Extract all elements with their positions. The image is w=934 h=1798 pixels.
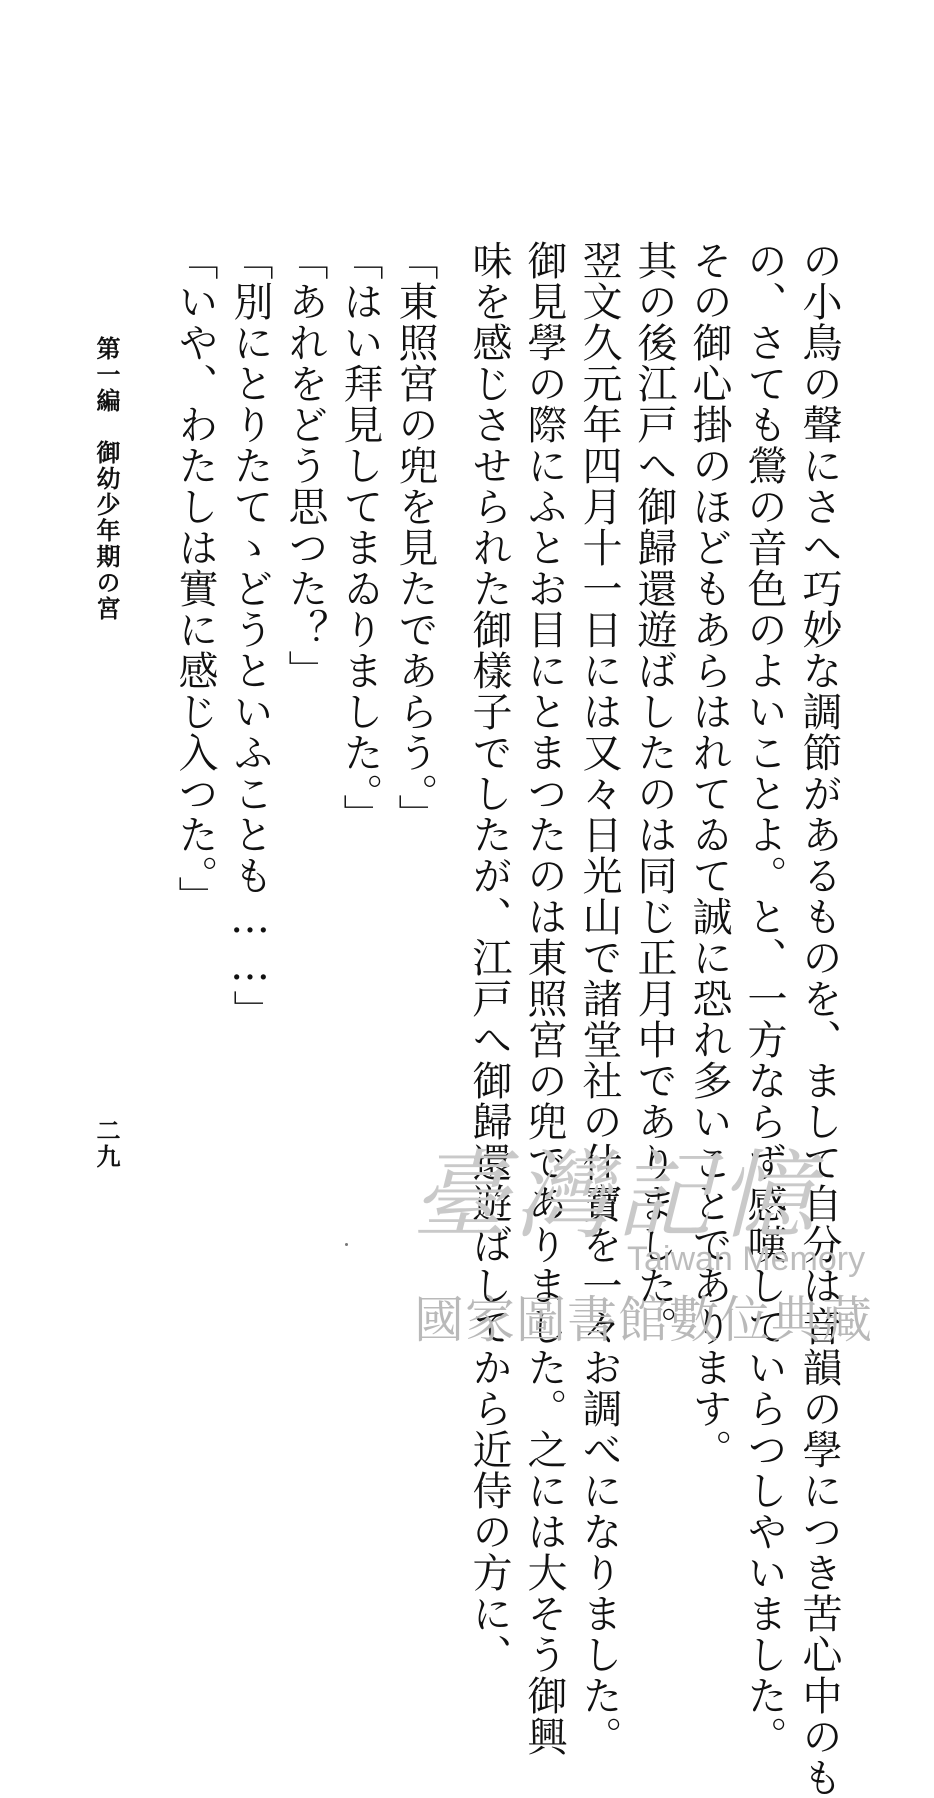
speck [345, 1243, 348, 1246]
text-line-4: 其の後江戸へ御歸還遊ばしたのは同じ正月中でありました。 [631, 240, 677, 1347]
watermark-english: Taiwan Memory [627, 1240, 866, 1278]
text-line-1: の小鳥の聲にさへ巧妙な調節があるものを、まして自分は音韻の學につき苦心中のも [796, 240, 842, 1798]
page-number: 二九 [92, 1118, 121, 1170]
running-head: 第一編 御幼少年期の宮 [92, 336, 121, 622]
text-line-11: 「別にとりたてゝどうといふことも……」 [227, 240, 273, 1031]
watermark-title: 臺灣記憶 [412, 1140, 820, 1252]
text-line-12: 「いや、わたしは實に感じ入つた。」 [172, 240, 218, 917]
text-line-5: 翌文久元年四月十一日には又々日光山で諸堂社の什寶を一々お調べになりました。 [576, 240, 622, 1757]
text-line-3: その御心掛のほどもあらはれてゐて誠に恐れ多いことであります。 [686, 240, 732, 1470]
text-line-10: 「あれをどう思つた？」 [282, 240, 328, 691]
text-line-6: 御見學の際にふとお目にとまつたのは東照宮の兜でありました。之には大そう御興 [521, 240, 567, 1757]
text-line-2: の、さても鶯の音色のよいことよ。と、一方ならず感嘆していらつしやいました。 [741, 240, 787, 1757]
watermark-subtitle: 國家圖書館數位典藏 [414, 1291, 873, 1349]
text-line-9: 「はい拜見してまゐりました。」 [337, 240, 383, 835]
text-line-8: 「東照宮の兜を見たであらう。」 [392, 240, 438, 835]
text-line-7: 味を感じさせられた御樣子でしたが、江戸へ御歸還遊ばしてから近侍の方に、 [466, 240, 512, 1675]
